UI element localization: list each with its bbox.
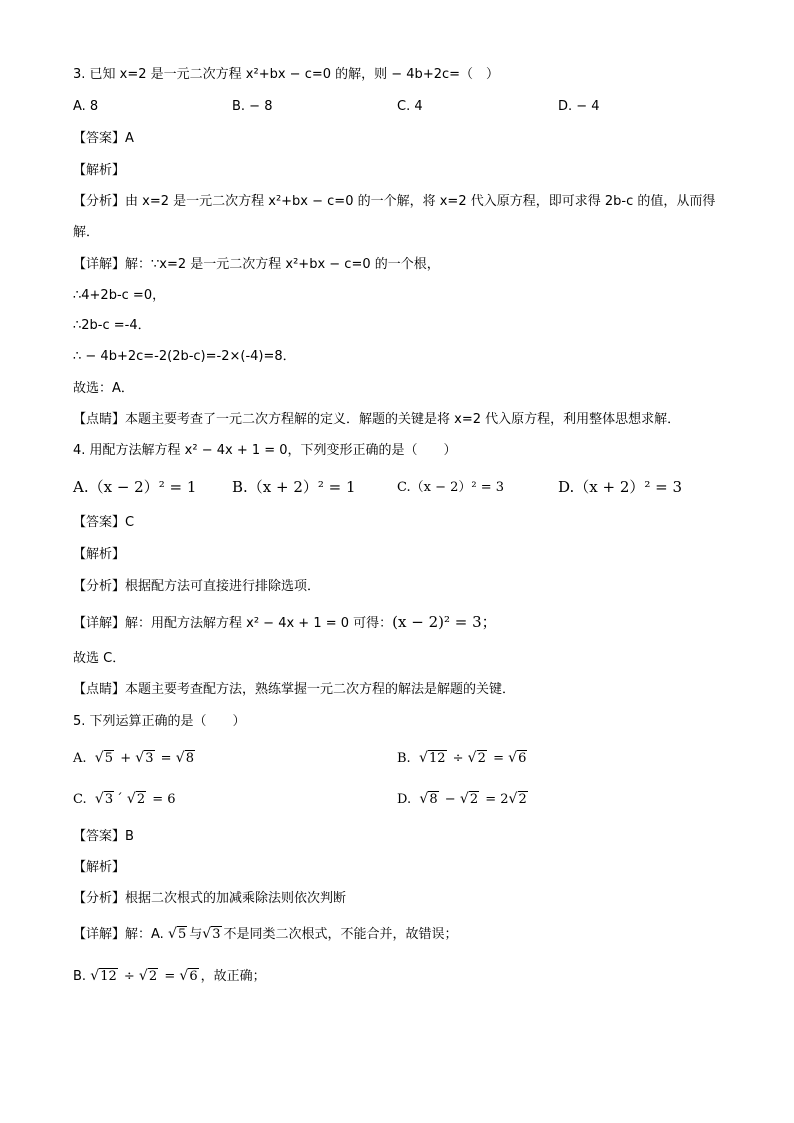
q3-fenxi-line2: 解．	[73, 225, 100, 240]
sqrt-8: √ 8	[419, 791, 438, 809]
q3-option-b: B. − 8	[232, 99, 273, 114]
sqrt-8: √ 8	[176, 750, 195, 768]
q3-fenxi-line1: 【分析】由 x=2 是一元二次方程 x²+bx − c=0 的一个解，将 x=2 代入原方程，即可求得 2b-c 的值，从而得	[73, 194, 716, 209]
q5-option-d-coef: = 2	[485, 792, 509, 807]
q5-answer: 【答案】B	[73, 829, 134, 844]
q4-option-c: C.（x − 2）² = 3	[397, 480, 505, 495]
q5-option-a: A. √ 5 + √ 3 = √ 8	[73, 750, 197, 768]
q5-option-c: C. √ 3 ´ √ 2 = 6	[73, 791, 176, 809]
q5-detail-b: B. √ 12 ÷ √ 2 = √ 6 ，故正确；	[73, 968, 266, 986]
sqrt-3: √ 3	[95, 791, 114, 809]
q3-option-a: A. 8	[73, 99, 99, 114]
q5-option-b: B. √ 12 ÷ √ 2 = √ 6	[397, 750, 529, 768]
q4-fenxi: 【分析】根据配方法可直接进行排除选项．	[73, 579, 321, 594]
sqrt-5: √ 5	[95, 750, 114, 768]
q3-option-d: D. − 4	[558, 99, 600, 114]
sqrt-5: √ 5	[168, 926, 187, 944]
q4-answer: 【答案】C	[73, 515, 135, 530]
q3-option-c: C. 4	[397, 99, 423, 114]
q5-option-c-result: = 6	[152, 792, 176, 807]
sqrt-2: √ 2	[460, 791, 479, 809]
q5-analysis-heading: 【解析】	[73, 860, 126, 875]
q4-comment: 【点睛】本题主要考查配方法，熟练掌握一元二次方程的解法是解题的关键．	[73, 682, 516, 697]
sqrt-3: √ 3	[135, 750, 154, 768]
q5-detail-conclusion: 不是同类二次根式，不能合并，故错误；	[223, 927, 458, 942]
q4-choice: 故选 C．	[73, 651, 126, 666]
q3-comment: 【点睛】本题主要考查了一元二次方程解的定义．解题的关键是将 x=2 代入原方程，利用整体思想求解．	[73, 412, 681, 427]
q3-step1: ∴4+2b-c =0，	[73, 288, 166, 303]
q4-detail-result: (x − 2)² = 3；	[392, 613, 497, 631]
q3-detail: 【详解】解：∵x=2 是一元二次方程 x²+bx − c=0 的一个根，	[73, 257, 440, 272]
sqrt-2: √ 2	[509, 791, 528, 809]
sqrt-2: √ 2	[127, 791, 146, 809]
sqrt-3: √ 3	[202, 926, 221, 944]
q5-option-b-label: B.	[397, 751, 411, 766]
q5-option-d-label: D.	[397, 792, 412, 807]
q4-option-a: A.（x − 2）² = 1	[73, 478, 197, 496]
sqrt-2: √ 2	[468, 750, 487, 768]
q5-stem: 5. 下列运算正确的是（ ）	[73, 714, 246, 729]
sqrt-12: √ 12	[419, 750, 447, 768]
q3-stem: 3. 已知 x=2 是一元二次方程 x²+bx − c=0 的解，则 − 4b+2c=（ ）	[73, 67, 500, 82]
q5-fenxi: 【分析】根据二次根式的加减乘除法则依次判断	[73, 891, 347, 906]
q5-detail-prefix: 【详解】解：A.	[73, 927, 168, 942]
sqrt-2: √ 2	[139, 968, 158, 986]
q3-choice: 故选：A．	[73, 381, 134, 396]
sqrt-12: √ 12	[90, 968, 118, 986]
q4-option-d: D.（x + 2）² = 3	[558, 478, 683, 496]
q5-option-d: D. √ 8 − √ 2 = 2√ 2	[397, 791, 530, 809]
q5-detail-b-label: B.	[73, 969, 91, 984]
q3-answer: 【答案】A	[73, 131, 134, 146]
q3-analysis-heading: 【解析】	[73, 163, 126, 178]
q3-step2: ∴2b-c =-4．	[73, 318, 151, 333]
q4-detail	[73, 613, 497, 633]
q4-detail-text: 【详解】解：用配方法解方程 x² − 4x + 1 = 0 可得：	[73, 616, 393, 631]
q5-option-a-label: A.	[73, 751, 87, 766]
q4-stem: 4. 用配方法解方程 x² − 4x + 1 = 0，下列变形正确的是（ ）	[73, 443, 457, 458]
q5-detail-a	[73, 926, 458, 944]
q5-detail-connector: 与	[189, 927, 203, 942]
q4-option-b: B.（x + 2）² = 1	[232, 478, 356, 496]
q5-detail-b-conclusion: ，故正确；	[200, 969, 266, 984]
sqrt-6: √ 6	[179, 968, 198, 986]
q5-option-c-label: C.	[73, 792, 87, 807]
q4-analysis-heading: 【解析】	[73, 547, 126, 562]
sqrt-6: √ 6	[508, 750, 527, 768]
q3-step3: ∴ − 4b+2c=-2(2b-c)=-2×(-4)=8．	[73, 349, 296, 364]
